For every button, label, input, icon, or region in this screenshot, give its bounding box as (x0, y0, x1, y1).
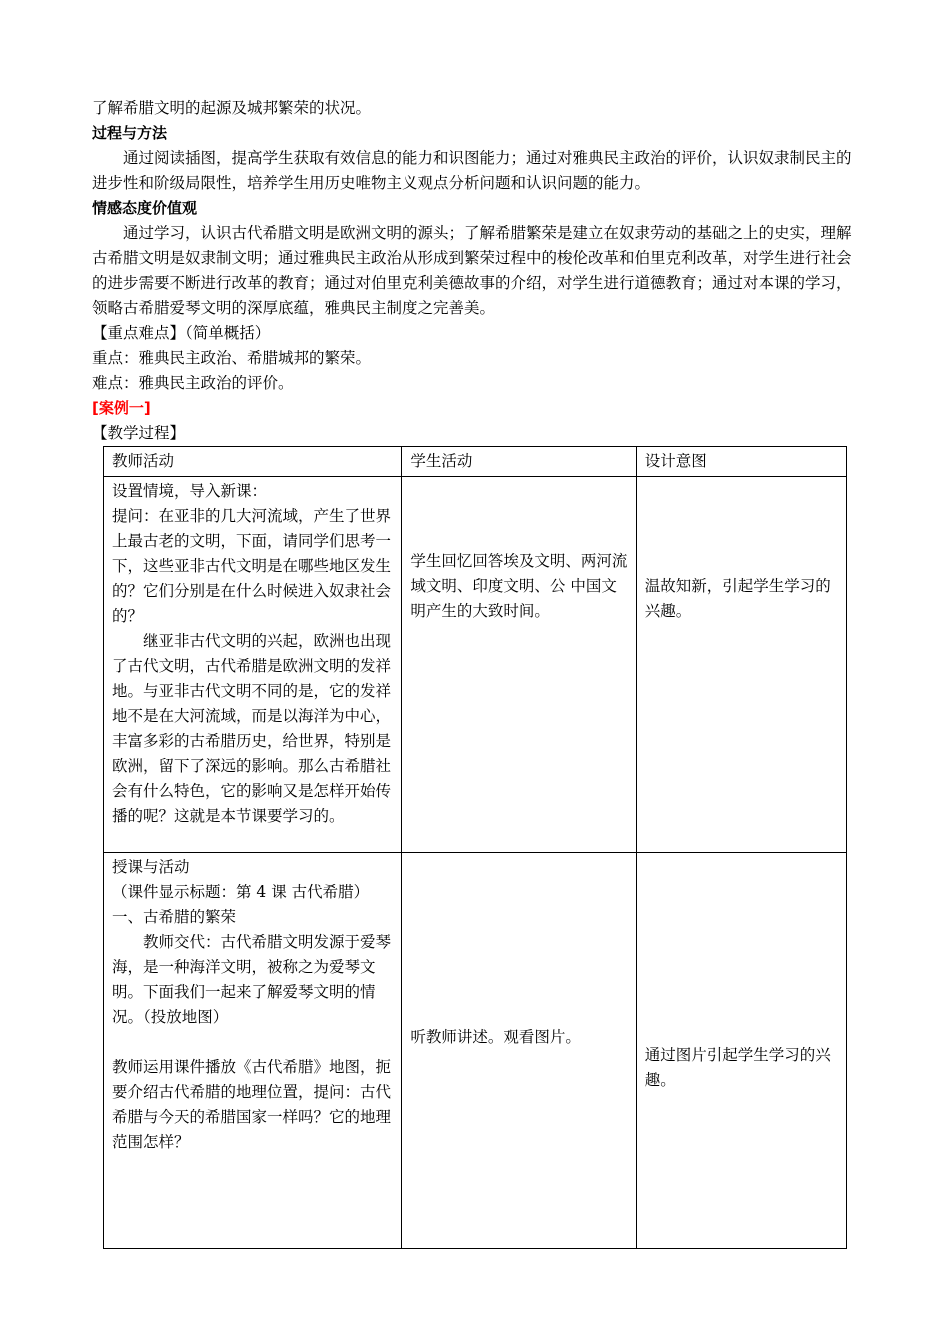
row2-teacher-line-5: 教师运用课件播放《古代希腊》地图，扼要介绍古代希腊的地理位置，提问：古代希腊与今天的希腊国家一样吗？它的地理范围怎样？ (112, 1058, 392, 1151)
process-method-text: 通过阅读插图，提高学生获取有效信息的能力和识图能力；通过对雅典民主政治的评价，认识奴隶制民主的进步性和阶级局限性，培养学生用历史唯物主义观点分析问题和认识问题的能力。 (92, 149, 852, 192)
design-intent-cell (636, 477, 846, 853)
key-points-title: 【重点难点】（简单概括） (92, 324, 271, 342)
difficult-point: 难点：雅典民主政治的评价。 (92, 374, 294, 392)
row2-teacher-line-3: 一、古希腊的繁荣 (112, 908, 237, 926)
row2-teacher-line-4: 教师交代：古代希腊文明发源于爱琴海，是一种海洋文明，被称之为爱琴文明。下面我们一起来了解爱琴文明的情况。（投放地图） (112, 933, 392, 1026)
row1-teacher-line-2: 提问：在亚非的几大河流域，产生了世界上最古老的文明，下面，请同学们思考一下，这些亚非古代文明是在哪些地区发生的？它们分别是在什么时候进入奴隶社会的？ (112, 507, 392, 625)
row2-teacher-line-2: （课件显示标题：第 4 课 古代希腊） (112, 883, 370, 901)
values-text: 通过学习，认识古代希腊文明是欧洲文明的源头；了解希腊繁荣是建立在奴隶劳动的基础之上的史实，理解古希腊文明是奴隶制文明；通过雅典民主政治从形成到繁荣过程中的梭伦改革和伯里克利改革，对学生进行社会的进步需要不断进行改革的教育；通过对伯里克利美德故事的介绍，对学生进行道德教育；通过对本课的学习，领略古希腊爱琴文明的深厚底蕴，雅典民主制度之完善美。 (92, 224, 852, 317)
table-row (104, 477, 847, 853)
case-label: [案例一] (92, 399, 151, 417)
row1-student-text: 学生回忆回答埃及文明、两河流域文明、印度文明、公 中国文明产生的大致时间。 (410, 552, 628, 620)
document-page (92, 96, 862, 1249)
row1-teacher-line-1: 设置情境，导入新课： (112, 482, 268, 500)
teaching-process-table (103, 446, 847, 1249)
teacher-activity-cell (104, 853, 402, 1249)
objective-line: 了解希腊文明的起源及城邦繁荣的状况。 (92, 99, 372, 117)
student-activity-cell (402, 853, 636, 1249)
row1-intent-text: 温故知新，引起学生学习的兴趣。 (644, 577, 831, 620)
row2-student-text: 听教师讲述。观看图片。 (410, 1028, 581, 1046)
header-design-intent: 设计意图 (636, 447, 846, 477)
row1-teacher-line-3: 继亚非古代文明的兴起，欧洲也出现了古代文明，古代希腊是欧洲文明的发祥地。与亚非古代文明不同的是，它的发祥地不是在大河流域，而是以海洋为中心，丰富多彩的古希腊历史，给世界，特别是欧洲，留下了深远的影响。那么古希腊社会有什么特色，它的影响又是怎样开始传播的呢？这就是本节课要学习的。 (112, 632, 392, 825)
values-heading: 情感态度价值观 (92, 199, 198, 217)
table-row (104, 853, 847, 1249)
design-intent-cell (636, 853, 846, 1249)
table-header-row (104, 447, 847, 477)
key-point: 重点：雅典民主政治、希腊城邦的繁荣。 (92, 349, 372, 367)
process-method-heading: 过程与方法 (92, 124, 168, 142)
header-teacher-activity: 教师活动 (104, 447, 402, 477)
teacher-activity-cell (104, 477, 402, 853)
row2-intent-text: 通过图片引起学生学习的兴趣。 (644, 1046, 831, 1089)
header-student-activity: 学生活动 (402, 447, 636, 477)
teaching-process-title: 【教学过程】 (92, 424, 186, 442)
row2-teacher-line-1: 授课与活动 (112, 858, 190, 876)
row2-spacer (112, 1030, 393, 1055)
student-activity-cell (402, 477, 636, 853)
